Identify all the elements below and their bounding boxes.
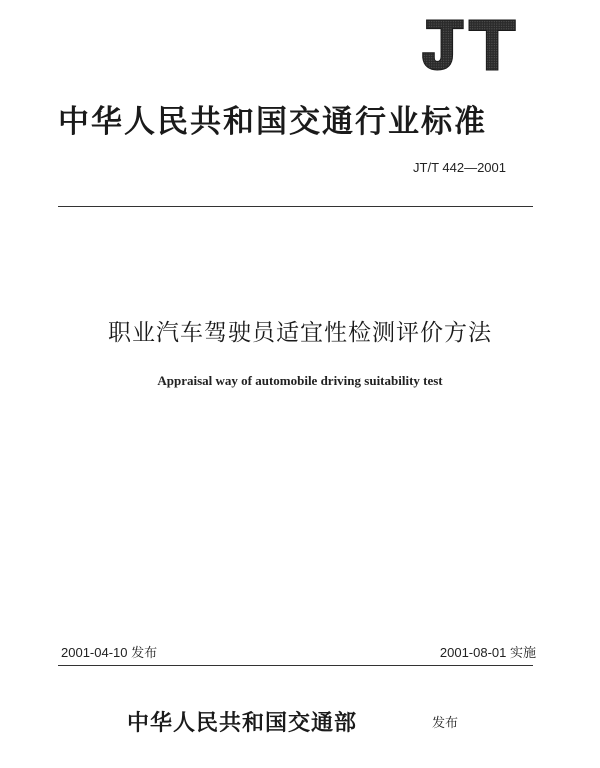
document-title-en: Appraisal way of automobile driving suitability test	[157, 373, 443, 388]
divider-top	[58, 206, 533, 207]
issue-date: 2001-04-10 发布	[61, 645, 158, 660]
jt-logo	[420, 18, 518, 72]
publisher-name: 中华人民共和国交通部	[127, 710, 358, 736]
implementation-date: 2001-08-01 实施	[439, 645, 536, 660]
standard-category: 中华人民共和国交通行业标准	[58, 104, 487, 140]
standard-number: JT/T 442—2001	[413, 160, 506, 175]
publish-label: 发布	[432, 716, 459, 731]
jt-logo-mark	[420, 18, 518, 72]
divider-bottom	[58, 665, 533, 666]
document-title-cn: 职业汽车驾驶员适宜性检测评价方法	[108, 320, 492, 346]
